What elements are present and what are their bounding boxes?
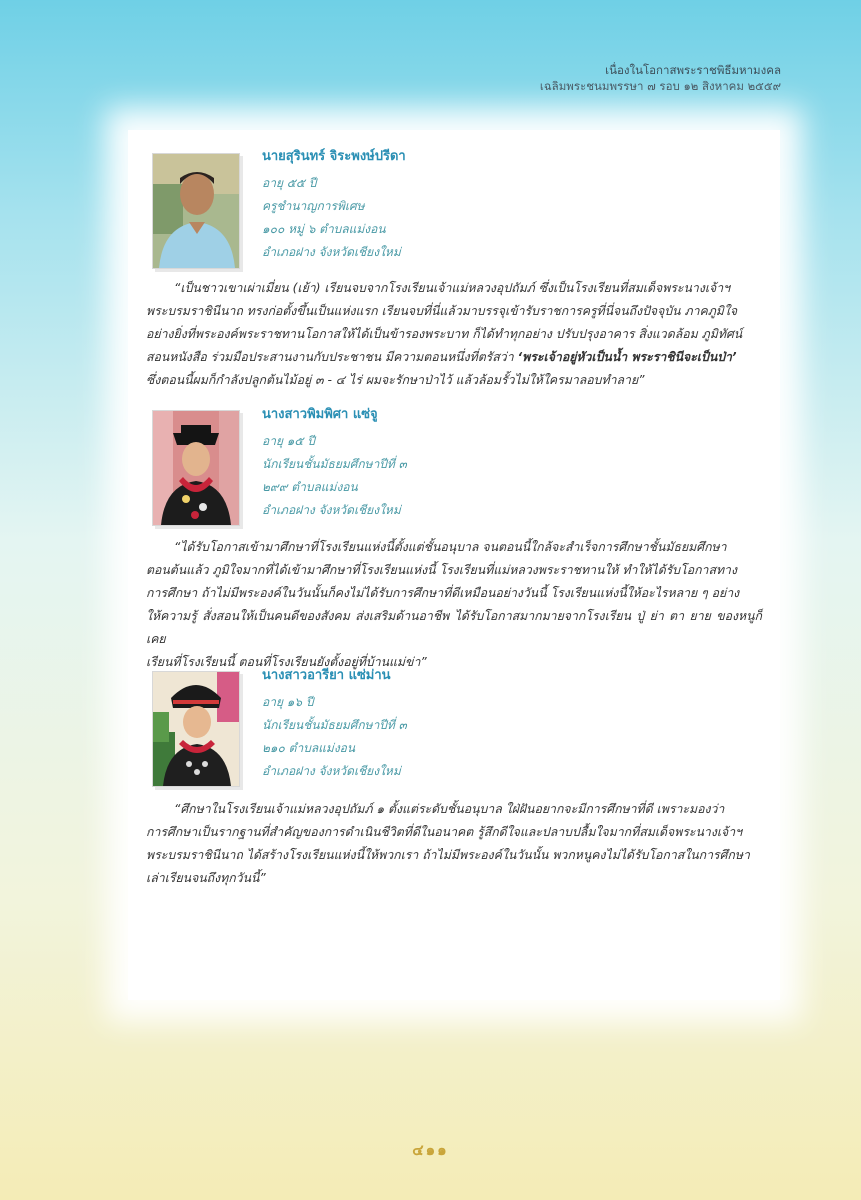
quote-line: พระบรมราชินีนาถ ทรงก่อตั้งขึ้นเป็นแห่งแรก เรียนจบที่นี่แล้วมาบรรจุเข้ารับราชการครูที่นี่จนถึงปัจจุบัน ภาคภูมิใจ <box>146 304 738 318</box>
quote-line: “ศึกษาในโรงเรียนเจ้าแม่หลวงอุปถัมภ์ ๑ ตั้งแต่ระดับชั้นอนุบาล ใฝ่ฝันอยากจะมีการศึกษาที่ดี เพราะมองว่า <box>174 802 725 816</box>
profile-info-1 <box>262 146 406 264</box>
royal-quote: ‘พระเจ้าอยู่หัวเป็นน้ำ พระราชินีจะเป็นป่า’ <box>517 350 737 364</box>
profile-role: นักเรียนชั้นมัธยมศึกษาปีที่ ๓ <box>262 457 407 471</box>
profile-address-1: ๒๙๙ ตำบลแม่งอน <box>262 480 358 494</box>
profile-address-2: อำเภอฝาง จังหวัดเชียงใหม่ <box>262 764 401 778</box>
profile-name: นางสาวอารียา แซ่ม่าน <box>262 668 391 683</box>
quote-line: เล่าเรียนจนถึงทุกวันนี้” <box>146 871 266 885</box>
profile-info-2 <box>262 404 407 522</box>
profile-name: นางสาวพิมพิศา แซ่จู <box>262 407 378 422</box>
quote-line: พระบรมราชินีนาถ ได้สร้างโรงเรียนแห่งนี้ให้พวกเรา ถ้าไม่มีพระองค์ในวันนั้น พวกหนูคงไม่ได้รับโอกาสในการศึกษา <box>146 848 750 862</box>
profile-address-2: อำเภอฝาง จังหวัดเชียงใหม่ <box>262 503 401 517</box>
profile-role: ครูชำนาญการพิเศษ <box>262 199 365 213</box>
quote-line: ให้ความรู้ สั่งสอนให้เป็นคนดีของสังคม ส่งเสริมด้านอาชีพ ได้รับโอกาสมากมายจากโรงเรียน ปู่ ย่า ตา ยาย ของหนูก็เคย <box>146 609 762 646</box>
profile-age: อายุ ๑๕ ปี <box>262 434 315 448</box>
profile-photo-1 <box>152 153 240 269</box>
quote-line: “ได้รับโอกาสเข้ามาศึกษาที่โรงเรียนแห่งนี้ตั้งแต่ชั้นอนุบาล จนตอนนี้ใกล้จะสำเร็จการศึกษาชั้นมัธยมศึกษา <box>174 540 727 554</box>
profile-address-1: ๒๑๐ ตำบลแม่งอน <box>262 741 356 755</box>
running-header <box>540 62 781 94</box>
quote-line: อย่างยิ่งที่พระองค์พระราชทานโอกาสให้ได้เป็นข้ารองพระบาท ก็ได้ทำทุกอย่าง ปรับปรุงอาคาร สิ่งแวดล้อม ภูมิทัศน์ <box>146 327 743 341</box>
profile-name: นายสุรินทร์ จิระพงษ์ปรีดา <box>262 149 406 164</box>
profile-age: อายุ ๕๕ ปี <box>262 176 317 190</box>
quote-line: การศึกษาเป็นรากฐานที่สำคัญของการดำเนินชีวิตที่ดีในอนาคต รู้สึกดีใจและปลาบปลื้มใจมากที่สมเด็จพระนางเจ้าฯ <box>146 825 743 839</box>
profile-address-1: ๑๐๐ หมู่ ๖ ตำบลแม่งอน <box>262 222 386 236</box>
profile-role: นักเรียนชั้นมัธยมศึกษาปีที่ ๓ <box>262 718 407 732</box>
quote-text: สอนหนังสือ ร่วมมือประสานงานกับประชาชน มีความตอนหนึ่งที่ตรัสว่า <box>146 350 518 364</box>
quote-line: เรียนที่โรงเรียนนี้ ตอนที่โรงเรียนยังตั้งอยู่ที่บ้านแม่ข่า” <box>146 655 427 669</box>
profile-quote-2 <box>146 536 762 674</box>
header-line-1: เนื่องในโอกาสพระราชพิธีมหามงคล <box>605 63 781 77</box>
quote-line <box>146 346 762 369</box>
profile-address-2: อำเภอฝาง จังหวัดเชียงใหม่ <box>262 245 401 259</box>
profile-photo-2 <box>152 410 240 526</box>
profile-photo-3 <box>152 671 240 787</box>
quote-line: ตอนต้นแล้ว ภูมิใจมากที่ได้เข้ามาศึกษาที่โรงเรียนแห่งนี้ โรงเรียนที่แม่หลวงพระราชทานให้ ทำให้ได้รับโอกาสทาง <box>146 563 737 577</box>
quote-line: ซึ่งตอนนี้ผมก็กำลังปลูกต้นไม้อยู่ ๓ - ๔ ไร่ ผมจะรักษาป่าไว้ แล้วล้อมรั้วไม่ให้ใครมาลอบทำลาย” <box>146 373 645 387</box>
profile-info-3 <box>262 665 407 783</box>
page-number: ๔๑๑ <box>412 1141 449 1159</box>
profile-quote-1 <box>146 277 762 392</box>
profile-quote-3 <box>146 798 762 890</box>
profile-age: อายุ ๑๖ ปี <box>262 695 314 709</box>
quote-line: “เป็นชาวเขาเผ่าเมี่ยน (เย้า) เรียนจบจากโรงเรียนเจ้าแม่หลวงอุปถัมภ์ ซึ่งเป็นโรงเรียนที่สมเด็จพระนางเจ้าฯ <box>174 281 731 295</box>
header-line-2: เฉลิมพระชนมพรรษา ๗ รอบ ๑๒ สิงหาคม ๒๕๕๙ <box>539 79 781 93</box>
quote-line: การศึกษา ถ้าไม่มีพระองค์ในวันนั้นก็คงไม่ได้รับการศึกษาที่ดีเหมือนอย่างวันนี้ โรงเรียนแห่งนี้ให้อะไรหลาย ๆ อย่าง <box>146 586 740 600</box>
